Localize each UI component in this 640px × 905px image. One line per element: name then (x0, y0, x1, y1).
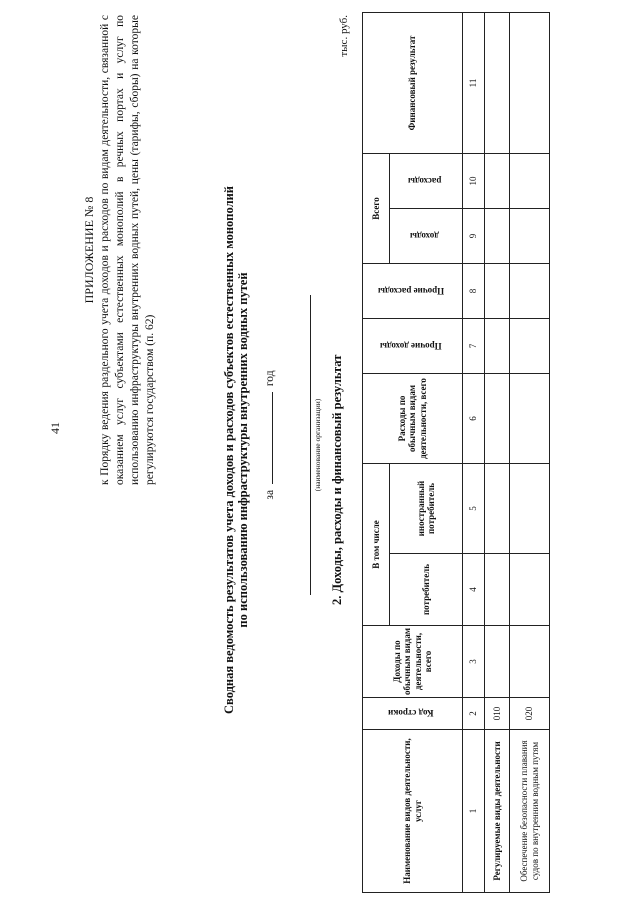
cell (510, 554, 550, 626)
header-total: Всего (363, 153, 390, 263)
cell (510, 373, 550, 463)
col-num: 11 (463, 12, 485, 153)
appendix-text: к Порядку ведения раздельного учета доходов и расходов по видам деятельности, связанной с оказанием услуг субъектами естественных монополий в речных портах и услуг по использованию инфраструктуры внутренних водных путей, цены (тарифы, сборы) на которые регулируются государством (п. 62) (99, 15, 156, 485)
cell (485, 373, 510, 463)
header-incl: В том числе (363, 463, 390, 625)
header-code (363, 698, 463, 730)
col-num: 1 (463, 730, 485, 893)
header-other-income (363, 318, 463, 373)
col-num: 8 (463, 263, 485, 318)
col-num: 3 (463, 626, 485, 698)
cell (485, 318, 510, 373)
header-name: Наименование видов деятельности, услуг (363, 730, 463, 893)
unit-label: тыс. руб. (338, 15, 350, 57)
cell (510, 463, 550, 553)
page-number: 41 (48, 422, 62, 434)
header-total-expenses-text: расходы (408, 175, 442, 186)
section-title: 2. Доходы, расходы и финансовый результат (330, 354, 344, 605)
header-other-expenses-text: Прочие расходы (378, 285, 445, 296)
header-consumer: потребитель (390, 554, 463, 626)
cell (485, 12, 510, 153)
col-num: 2 (463, 698, 485, 730)
header-total-income-text: доходы (410, 230, 440, 241)
cell (510, 626, 550, 698)
row-name: Регулируемые виды деятельности (485, 730, 510, 893)
organization-caption: (наименование организации) (313, 398, 322, 492)
year-blank (262, 392, 273, 484)
appendix-block (82, 15, 158, 485)
cell (485, 263, 510, 318)
header-other-income-text: Прочие доходы (380, 340, 443, 351)
table-row (510, 12, 550, 892)
row-code: 010 (485, 698, 510, 730)
cell (510, 318, 550, 373)
period-line (262, 345, 276, 525)
header-foreign: иностранный потребитель (390, 463, 463, 553)
cell (510, 153, 550, 208)
cell (485, 626, 510, 698)
appendix-title: ПРИЛОЖЕНИЕ № 8 (82, 196, 96, 304)
cell (485, 554, 510, 626)
col-num: 6 (463, 373, 485, 463)
col-num: 10 (463, 153, 485, 208)
table-row (485, 12, 510, 892)
header-total-income (390, 208, 463, 263)
heading-line-2: по использованию инфраструктуры внутренних водных путей (236, 272, 250, 628)
col-num: 5 (463, 463, 485, 553)
header-result: Финансовый результат (363, 12, 463, 153)
period-suffix: год (264, 370, 276, 387)
document-heading (222, 70, 250, 830)
header-income: Доходы по обычным видам деятельности, всего (363, 626, 463, 698)
header-code-text: Код строки (388, 708, 435, 719)
header-other-expenses (363, 263, 463, 318)
col-num: 4 (463, 554, 485, 626)
col-num: 7 (463, 318, 485, 373)
results-table (362, 12, 550, 893)
header-total-expenses (390, 153, 463, 208)
cell (510, 208, 550, 263)
column-number-row (463, 12, 485, 892)
row-name: Обеспечение безопасности плавания судов по внутренним водным путям (510, 730, 550, 893)
row-code: 020 (510, 698, 550, 730)
cell (485, 463, 510, 553)
header-expenses: Расходы по обычным видам деятельности, всего (363, 373, 463, 463)
cell (485, 208, 510, 263)
organization-line (310, 295, 311, 595)
cell (510, 263, 550, 318)
cell (510, 12, 550, 153)
heading-line-1: Сводная ведомость результатов учета доходов и расходов субъектов естественных монополий (222, 186, 236, 714)
period-prefix: за (264, 489, 276, 500)
col-num: 9 (463, 208, 485, 263)
cell (485, 153, 510, 208)
